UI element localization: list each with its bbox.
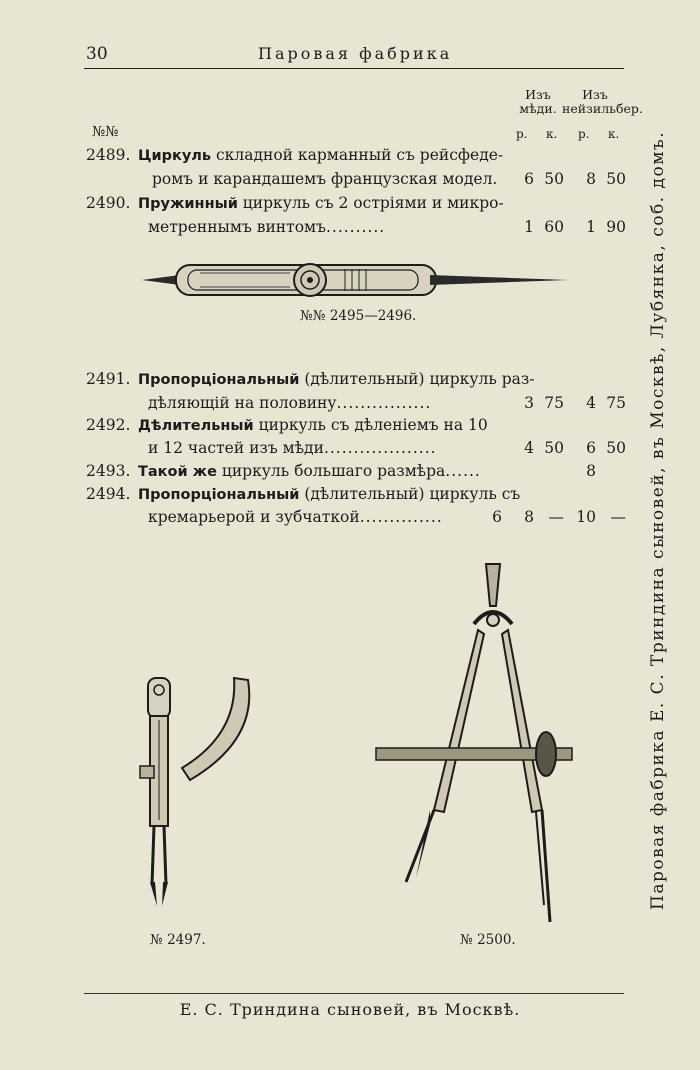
item-number: 2494. <box>86 485 131 503</box>
item-description-cont: метреннымъ винтомъ <box>148 218 326 236</box>
catalog-item-2494 <box>86 485 626 509</box>
catalog-item-2493 <box>86 462 626 486</box>
item-name: Дѣлительный <box>138 418 254 434</box>
leader-dots: ...... <box>445 462 481 480</box>
price-copper-rub: 4 <box>524 439 534 457</box>
price-nickel-rub: 4 <box>586 394 596 412</box>
unit-kop-copper: к. <box>546 127 558 141</box>
price-nickel-kop: 90 <box>606 218 626 236</box>
leader-dots: .......... <box>325 218 386 236</box>
price-copper-kop: 75 <box>544 394 564 412</box>
item-description: циркуль большаго размѣра <box>216 462 446 480</box>
catalog-item-2490 <box>86 194 626 218</box>
footer-text: Е. С. Триндина сыновей, въ Москвѣ. <box>179 1000 521 1019</box>
figure-caption-2497: № 2497. <box>150 932 206 948</box>
price-nickel-rub: 8 <box>586 170 596 188</box>
price-copper-kop: — <box>548 508 564 526</box>
footer-rule <box>84 993 624 994</box>
item-description-cont: и 12 частей изъ мѣди <box>148 439 324 457</box>
item-description-cont: ромъ и карандашемъ французская модел. <box>152 170 498 188</box>
price-nickel-rub: 10 <box>576 508 596 526</box>
price-nickel-rub: 1 <box>586 218 596 236</box>
item-description: складной карманный съ рейсфеде- <box>211 146 504 164</box>
price-nickel-kop: 50 <box>606 439 626 457</box>
item-number: 2493. <box>86 462 131 480</box>
item-number: 2492. <box>86 416 131 434</box>
price-nickel-rub: 8 <box>586 462 596 480</box>
side-margin-text: Паровая фабрика Е. С. Триндина сыновей, въ Москвѣ, Лубянка, соб. домъ. <box>648 130 668 910</box>
unit-rub-copper: р. <box>516 127 528 141</box>
price-copper-kop: 60 <box>544 218 564 236</box>
figure-caption-2495-2496: №№ 2495—2496. <box>300 308 417 324</box>
item-number: 2490. <box>86 194 131 212</box>
item-description-cont: кремарьерой и зубчаткой <box>148 508 360 526</box>
column-header-nickel: Изъ нейзильбер. <box>562 87 643 116</box>
price-nickel-kop: 75 <box>606 394 626 412</box>
catalog-item-2489 <box>86 146 626 170</box>
figure-caption-2500: № 2500. <box>460 932 516 948</box>
item-name: Пропорціональный <box>138 487 300 503</box>
item-name: Такой же <box>138 464 217 480</box>
item-description-cont: дѣляющій на половину <box>148 394 337 412</box>
item-number: 2489. <box>86 146 131 164</box>
compass-2497-illustration <box>130 670 260 925</box>
item-description: циркуль съ дѣленіемъ на 10 <box>253 416 488 434</box>
unit-rub-nickel: р. <box>578 127 590 141</box>
catalog-item-2491-cont <box>86 394 626 418</box>
price-nickel-rub: 6 <box>586 439 596 457</box>
price-nickel-kop: — <box>610 508 626 526</box>
leader-dots: .............. <box>359 508 443 526</box>
price-copper-kop: 50 <box>544 170 564 188</box>
price-extra: 6 <box>492 508 502 526</box>
item-description: (дѣлительный) циркуль раз- <box>299 370 535 388</box>
catalog-item-2494-cont <box>86 508 626 532</box>
catalog-item-2489-cont <box>86 170 626 194</box>
price-copper-rub: 1 <box>524 218 534 236</box>
item-description: (дѣлительный) циркуль съ <box>299 485 521 503</box>
catalog-item-2492 <box>86 416 626 440</box>
item-name: Циркуль <box>138 148 212 164</box>
unit-kop-nickel: к. <box>608 127 620 141</box>
item-description: циркуль съ 2 остріями и микро- <box>237 194 504 212</box>
price-copper-kop: 50 <box>544 439 564 457</box>
number-column-label: №№ <box>92 124 119 140</box>
catalog-item-2490-cont <box>86 218 626 242</box>
price-copper-rub: 6 <box>524 170 534 188</box>
catalog-item-2491 <box>86 370 626 394</box>
page-title: Паровая фабрика <box>258 44 453 63</box>
price-copper-rub: 3 <box>524 394 534 412</box>
leader-dots: ................... <box>323 439 437 457</box>
item-number: 2491. <box>86 370 131 388</box>
item-name: Пропорціональный <box>138 372 300 388</box>
micrometer-compass-illustration <box>140 255 570 305</box>
column-header-copper: Изъ мѣди. <box>519 87 557 116</box>
item-name: Пружинный <box>138 196 238 212</box>
compass-2500-illustration <box>370 560 580 925</box>
page-number: 30 <box>86 44 108 64</box>
catalog-item-2492-cont <box>86 439 626 463</box>
header-rule <box>84 68 624 69</box>
price-copper-rub: 8 <box>524 508 534 526</box>
price-nickel-kop: 50 <box>606 170 626 188</box>
leader-dots: ................ <box>336 394 432 412</box>
